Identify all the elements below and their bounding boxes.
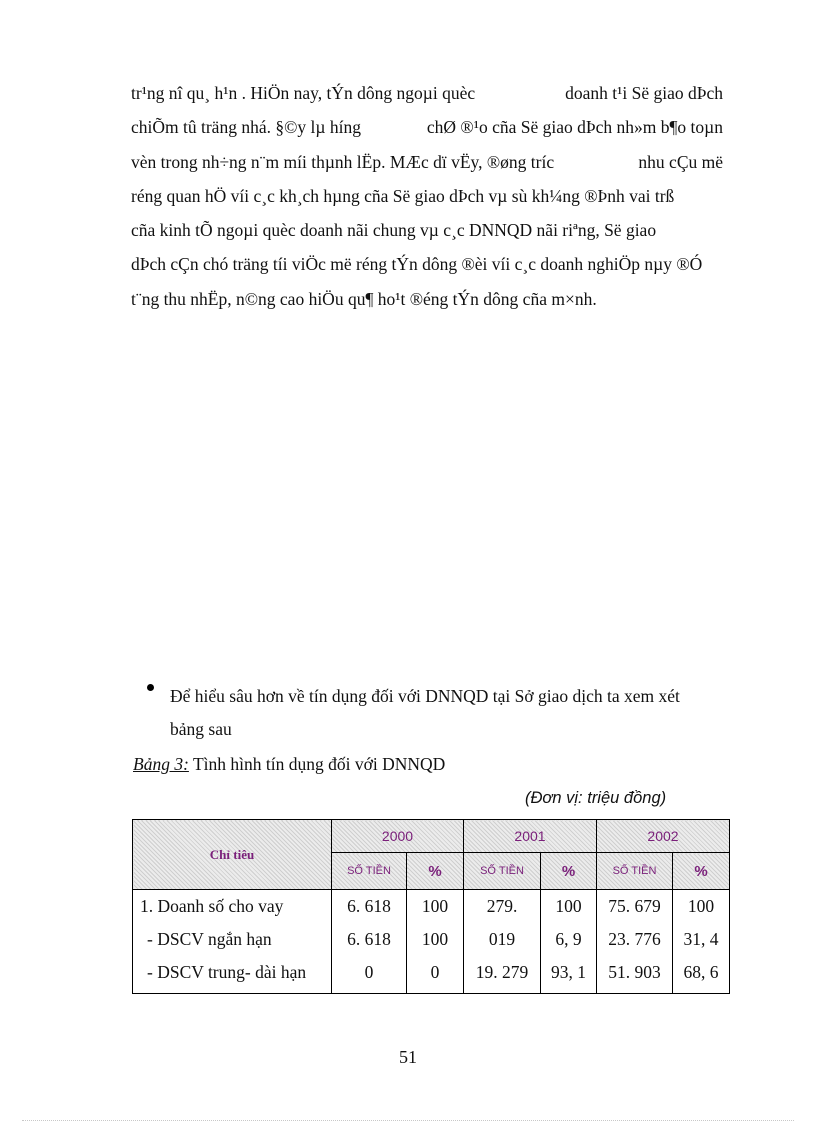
table-cell: 93, 1 [551, 962, 586, 982]
paragraph-line [131, 247, 723, 281]
table-row [133, 890, 730, 994]
bullet-line [170, 680, 724, 713]
bullet-line: bảng sau [170, 719, 232, 739]
table-cell: 100 [555, 896, 582, 916]
paragraph-line [131, 213, 723, 247]
table-cell: 100 [687, 896, 715, 916]
table-cell: 19. 279 [475, 962, 529, 982]
body-paragraph [131, 76, 723, 316]
row-label: 1. Doanh số cho vay [140, 896, 284, 916]
page-number: 51 [399, 1047, 417, 1067]
cell-2002-percent [673, 890, 730, 994]
paragraph-text: réng quan hÖ víi c¸c kh¸ch hµng cña Së giao dÞch vµ sù kh¼ng ®Þnh vai trß [131, 185, 675, 206]
paragraph-text: t¨ng thu nhËp, n©ng cao hiÖu qu¶ ho¹t ®éng tÝn dông cña m×nh. [131, 288, 597, 309]
header-year-2002: 2002 [597, 820, 730, 853]
bullet-line-text: Để hiểu sâu hơn về tín dụng đối với DNNQD tại Sở giao dịch ta xem xét [170, 686, 680, 706]
paragraph-line [131, 110, 723, 144]
paragraph-text: dÞch cÇn chó träng tíi viÖc më réng tÝn dông ®èi víi c¸c doanh nghiÖp nµy ®Ó [131, 254, 703, 275]
table-cell: 68, 6 [683, 962, 719, 982]
table-cell: 51. 903 [608, 962, 661, 982]
cell-2001-percent [541, 890, 597, 994]
header-chi-tieu: Chỉ tiêu [133, 820, 332, 890]
paragraph-text: chØ ®¹o cña Së giao dÞch nh»m b¶o toµn [426, 117, 723, 138]
header-so-tien: SỐ TIỀN [597, 853, 673, 890]
row-labels-cell [133, 890, 332, 994]
table-cell: 31, 4 [683, 929, 719, 949]
table-header-row [133, 820, 730, 853]
table-cell: 6, 9 [555, 929, 582, 949]
header-percent: % [407, 853, 464, 890]
table-cell: 100 [421, 929, 449, 949]
table-cell: 23. 776 [608, 929, 661, 949]
table-cell: 100 [421, 896, 449, 916]
table-cell: 279. [486, 896, 518, 916]
paragraph-text: nhu cÇu më [638, 151, 723, 172]
table-cell: 019 [488, 929, 516, 949]
bullet-text [170, 680, 724, 746]
cell-2000-percent [407, 890, 464, 994]
paragraph-line [131, 76, 723, 110]
unit-note: (Đơn vị: triệu đồng) [525, 789, 667, 807]
cell-2000-amount [332, 890, 407, 994]
header-percent: % [673, 853, 730, 890]
header-percent: % [541, 853, 597, 890]
table-cell: 6. 618 [347, 896, 391, 916]
cell-2002-amount [597, 890, 673, 994]
footer-divider [22, 1120, 794, 1121]
table-cell: 0 [430, 962, 440, 982]
table-cell: 0 [364, 962, 374, 982]
header-year-2000: 2000 [332, 820, 464, 853]
header-so-tien: SỐ TIỀN [464, 853, 541, 890]
row-label: - DSCV trung- dài hạn [147, 962, 307, 982]
table-cell: 6. 618 [347, 929, 391, 949]
paragraph-line [131, 145, 723, 179]
table-caption [133, 754, 445, 775]
cell-2001-amount [464, 890, 541, 994]
table-caption-label: Bảng 3: [133, 754, 189, 774]
paragraph-line [131, 179, 723, 213]
table-caption-text: Tình hình tín dụng đối với DNNQD [188, 754, 446, 774]
paragraph-text: doanh t¹i Së giao dÞch [565, 83, 723, 103]
header-so-tien: SỐ TIỀN [332, 853, 407, 890]
bullet-icon [147, 684, 154, 691]
paragraph-text: cña kinh tÕ ngoµi quèc doanh nãi chung vµ c¸c DNNQD nãi riªng, Së giao [131, 220, 657, 241]
paragraph-text: vèn trong nh÷ng n¨m míi thµnh lËp. MÆc dï vËy, ®øng tríc [131, 151, 555, 172]
credit-table [132, 819, 730, 994]
header-year-2001: 2001 [464, 820, 597, 853]
paragraph-text: chiÕm tû träng nhá. §©y lµ híng [131, 117, 361, 138]
table-cell: 75. 679 [608, 896, 661, 916]
paragraph-text: tr¹ng nî qu¸ h¹n . HiÖn nay, tÝn dông ngoµi quèc [131, 83, 476, 103]
row-label: - DSCV ngắn hạn [147, 929, 272, 949]
paragraph-line [131, 282, 723, 316]
